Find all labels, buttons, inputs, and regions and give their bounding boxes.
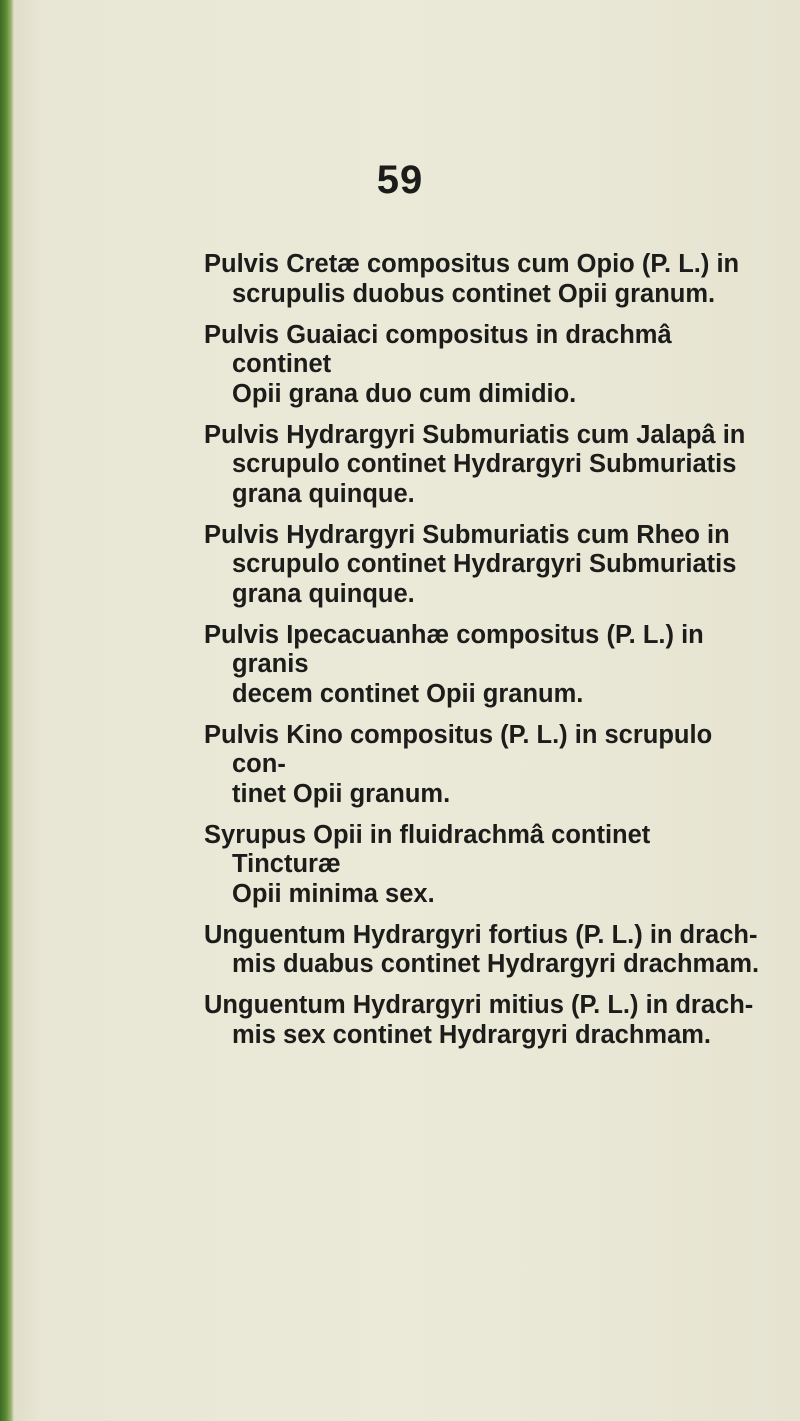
formula-entry-pulvis-guaiaci: Pulvis Guaiaci compositus in drachmâ continet Opii grana duo cum dimidio. — [204, 320, 672, 408]
page-number: 59 — [376, 158, 424, 202]
formula-entry-pulvis-hydrargyri-rheo: Pulvis Hydrargyri Submuriatis cum Rheo in scrupulo continet Hydrargyri Submuriatis grana quinque. — [204, 520, 737, 608]
formula-list — [204, 250, 764, 1062]
formula-entry-unguentum-fortius: Unguentum Hydrargyri fortius (P. L.) in drach- mis duabus continet Hydrargyri drachmam. — [204, 920, 760, 978]
formula-entry-syrupus-opii: Syrupus Opii in fluidrachmâ continet Tincturæ Opii minima sex. — [204, 820, 651, 908]
formula-entry-pulvis-ipecacuanhae: Pulvis Ipecacuanhæ compositus (P. L.) in granis decem continet Opii granum. — [204, 620, 704, 708]
formula-entry-unguentum-mitius: Unguentum Hydrargyri mitius (P. L.) in drach- mis sex continet Hydrargyri drachmam. — [204, 991, 754, 1049]
page-binding-edge — [0, 0, 14, 1421]
formula-entry-pulvis-hydrargyri-jalapa: Pulvis Hydrargyri Submuriatis cum Jalapâ in scrupulo continet Hydrargyri Submuriatis grana quinque. — [204, 420, 746, 508]
formula-entry-pulvis-kino: Pulvis Kino compositus (P. L.) in scrupulo con- tinet Opii granum. — [204, 720, 713, 808]
formula-entry-pulvis-cretae: Pulvis Cretæ compositus cum Opio (P. L.) in scrupulis duobus continet Opii granum. — [204, 250, 740, 308]
